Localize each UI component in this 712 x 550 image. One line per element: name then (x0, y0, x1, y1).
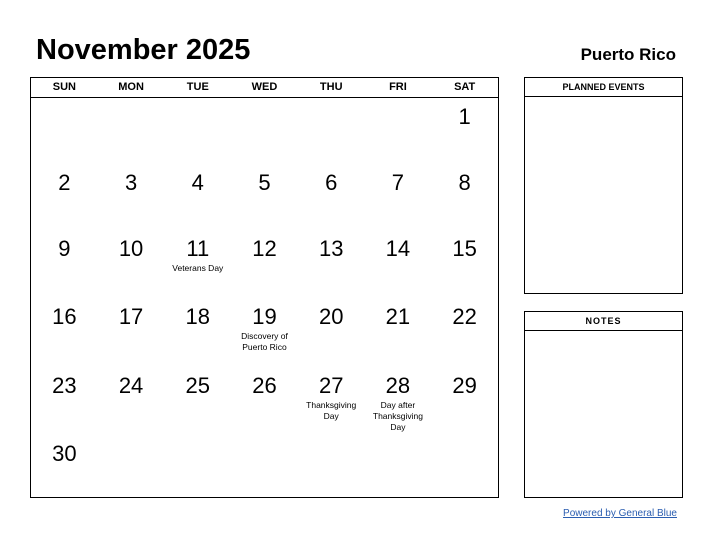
day-number: 20 (318, 304, 344, 329)
planned-events-panel (524, 77, 683, 294)
holiday-label: Thanksgiving Day (306, 400, 357, 421)
day-cell (98, 367, 165, 435)
day-number: 21 (385, 304, 411, 329)
day-number: 30 (52, 441, 77, 466)
day-cell (231, 164, 298, 230)
day-cell (365, 298, 432, 367)
day-number: 19 (252, 304, 277, 329)
day-cell (231, 98, 298, 164)
day-cell (98, 230, 165, 298)
day-number: 4 (191, 170, 204, 195)
day-cell (164, 435, 231, 498)
day-cell (431, 164, 498, 230)
day-cell (431, 367, 498, 435)
holiday-label: Day after Thanksgiving Day (372, 400, 423, 432)
weekday-mon: MON (118, 81, 144, 93)
day-number: 12 (252, 236, 277, 261)
day-cell (164, 367, 231, 435)
holiday-label: Discovery of Puerto Rico (241, 331, 288, 352)
day-number (298, 435, 365, 442)
planned-events-title: PLANNED EVENTS (525, 78, 682, 97)
holiday-label: Veterans Day (172, 263, 224, 273)
weekday-tue: TUE (186, 81, 209, 93)
day-number: 1 (458, 104, 471, 129)
day-cell (298, 298, 365, 367)
day-number (98, 435, 165, 442)
day-cell (31, 98, 98, 164)
day-number: 16 (52, 304, 77, 329)
day-number (98, 98, 165, 105)
day-number: 10 (118, 236, 144, 261)
day-number (164, 98, 231, 105)
notes-title: NOTES (525, 312, 682, 331)
day-cell (231, 367, 298, 435)
day-cell (31, 164, 98, 230)
day-number: 11 (186, 236, 210, 261)
day-cell (31, 367, 98, 435)
day-number (164, 435, 231, 442)
day-cell (365, 164, 432, 230)
day-number: 22 (452, 304, 477, 329)
day-number: 23 (52, 373, 77, 398)
day-number: 24 (118, 373, 144, 398)
day-number (231, 435, 298, 442)
day-number: 27 (318, 373, 344, 398)
day-cell (231, 298, 298, 367)
day-number (231, 98, 298, 105)
day-number: 17 (118, 304, 144, 329)
day-cell (164, 98, 231, 164)
day-number: 7 (391, 170, 405, 195)
day-number: 28 (385, 373, 411, 398)
day-number: 2 (58, 170, 71, 195)
day-cell (98, 435, 165, 498)
day-number: 18 (185, 304, 211, 329)
day-cell (365, 230, 432, 298)
day-cell (298, 435, 365, 498)
day-cell (164, 298, 231, 367)
country-label: Puerto Rico (580, 45, 676, 64)
day-cell (98, 298, 165, 367)
day-cell (298, 164, 365, 230)
day-number: 14 (385, 236, 411, 261)
day-cell (164, 230, 231, 298)
day-cell (298, 98, 365, 164)
day-cell (31, 435, 98, 498)
day-number: 8 (458, 170, 471, 195)
day-number: 13 (318, 236, 344, 261)
day-number: 9 (58, 236, 71, 261)
day-cell (98, 164, 165, 230)
day-number: 26 (252, 373, 277, 398)
day-number (431, 435, 498, 442)
day-cell (365, 98, 432, 164)
weekday-thu: THU (319, 81, 343, 93)
day-cell (431, 298, 498, 367)
notes-panel (524, 311, 683, 498)
day-cell (431, 435, 498, 498)
weekday-sat: SAT (454, 81, 476, 93)
day-cell (231, 435, 298, 498)
day-cell (298, 230, 365, 298)
powered-by-link[interactable]: Powered by General Blue (563, 508, 677, 519)
page-title: November 2025 (36, 34, 251, 66)
day-cell (431, 98, 498, 164)
day-cell (31, 298, 98, 367)
weekday-fri: FRI (389, 81, 407, 93)
day-number (31, 98, 98, 105)
calendar-grid (30, 77, 499, 498)
day-number (365, 98, 432, 105)
weekday-wed: WED (251, 81, 278, 93)
day-number: 5 (258, 170, 271, 195)
day-number: 3 (124, 170, 138, 195)
weekday-header-row (31, 78, 498, 98)
day-cell (98, 98, 165, 164)
day-number: 15 (452, 236, 477, 261)
day-cell (365, 367, 432, 435)
day-cell (31, 230, 98, 298)
weekday-sun: SUN (52, 81, 76, 93)
calendar-days (31, 98, 498, 498)
day-number (298, 98, 365, 105)
day-cell (164, 164, 231, 230)
day-number: 25 (185, 373, 211, 398)
day-cell (298, 367, 365, 435)
day-cell (365, 435, 432, 498)
day-cell (231, 230, 298, 298)
day-number: 6 (325, 170, 338, 195)
day-cell (431, 230, 498, 298)
day-number (365, 435, 432, 442)
day-number: 29 (452, 373, 477, 398)
